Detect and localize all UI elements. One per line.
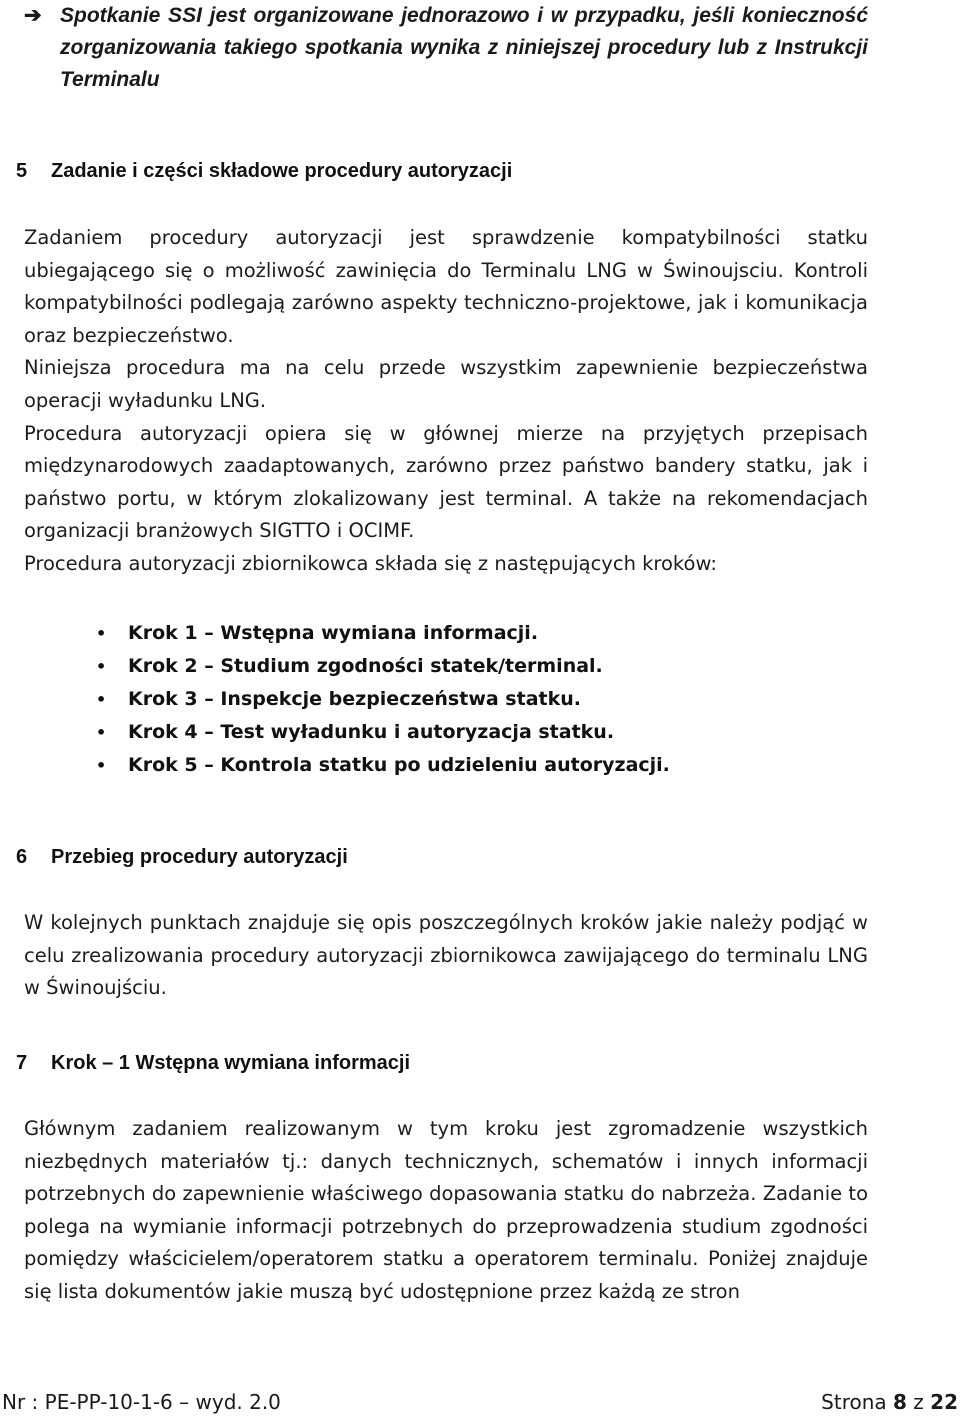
list-item: [0, 650, 670, 683]
step-text: Krok 5 – Kontrola statku po udzieleniu autoryzacji.: [128, 754, 670, 776]
page-current: 8: [893, 1390, 907, 1414]
paragraph: W kolejnych punktach znajduje się opis poszczególnych kroków jakie należy podjąć w celu zrealizowania procedury autoryzacji zbiornikowca zawijającego do terminalu LNG w Świnoujściu.: [24, 911, 868, 1000]
section-title: Zadanie i części składowe procedury autoryzacji: [51, 160, 513, 182]
paragraph: Procedura autoryzacji zbiornikowca składa się z następujących kroków:: [24, 551, 717, 575]
section-7-body: [24, 1113, 868, 1309]
section-number: 6: [16, 846, 28, 868]
page-of: z: [913, 1390, 924, 1414]
section-number: 7: [16, 1052, 28, 1074]
section-title: Krok – 1 Wstępna wymiana informacji: [51, 1052, 410, 1074]
arrow-icon: ➔: [24, 4, 42, 27]
intro-note: [24, 0, 868, 96]
list-item: [0, 716, 670, 749]
bullet-icon: •: [96, 690, 107, 709]
page-total: 22: [930, 1390, 958, 1414]
document-number: Nr : PE-PP-10-1-6 – wyd. 2.0: [2, 1390, 281, 1414]
paragraph: Niniejsza procedura ma na celu przede wszystkim zapewnienie bezpieczeństwa operacji wyładunku LNG.: [24, 356, 868, 412]
page-label: Strona: [821, 1390, 887, 1414]
paragraph: Zadaniem procedury autoryzacji jest sprawdzenie kompatybilności statku ubiegającego się o możliwość zawinięcia do Terminalu LNG w Świnoujsciu. Kontroli kompatybilności podlegają zarówno aspekty techniczno-projektowe, jak i komunikacja oraz bezpieczeństwo.: [24, 226, 868, 347]
section-5-body: [24, 222, 868, 581]
section-number: 5: [16, 160, 28, 182]
page-footer: [0, 1386, 960, 1418]
paragraph: Procedura autoryzacji opiera się w głównej mierze na przyjętych przepisach międzynarodowych zaadaptowanych, zarówno przez państwo bandery statku, jak i państwo portu, w którym zlokalizowany jest terminal. A także na rekomendacjach organizacji branżowych SIGTTO i OCIMF.: [24, 421, 868, 543]
section-6-heading: [16, 842, 348, 872]
step-text: Krok 1 – Wstępna wymiana informacji.: [128, 622, 539, 644]
section-title: Przebieg procedury autoryzacji: [51, 846, 348, 868]
steps-list: [0, 617, 670, 782]
list-item: [0, 683, 670, 716]
step-text: Krok 3 – Inspekcje bezpieczeństwa statku.: [128, 688, 581, 710]
page-counter: [821, 1386, 958, 1418]
bullet-icon: •: [96, 723, 107, 742]
section-6-body: [24, 907, 868, 1005]
intro-text: Spotkanie SSI jest organizowane jednorazowo i w przypadku, jeśli konieczność zorganizowania takiego spotkania wynika z niniejszej procedury lub z Instrukcji Terminalu: [60, 4, 868, 91]
step-text: Krok 2 – Studium zgodności statek/terminal.: [128, 655, 603, 677]
section-5-heading: [16, 156, 512, 186]
section-7-heading: [16, 1048, 410, 1078]
list-item: [0, 617, 670, 650]
bullet-icon: •: [96, 624, 107, 643]
bullet-icon: •: [96, 657, 107, 676]
list-item: [0, 749, 670, 782]
bullet-icon: •: [96, 756, 107, 775]
paragraph: Głównym zadaniem realizowanym w tym kroku jest zgromadzenie wszystkich niezbędnych materiałów tj.: danych technicznych, schematów i innych informacji potrzebnych do zapewnienie właściwego dopasowania statku do nabrzeża. Zadanie to polega na wymianie informacji potrzebnych do przeprowadzenia studium zgodności pomiędzy właścicielem/operatorem statku a operatorem terminalu. Poniżej znajduje się lista dokumentów jakie muszą być udostępnione przez każdą ze stron: [24, 1117, 868, 1303]
step-text: Krok 4 – Test wyładunku i autoryzacja statku.: [128, 721, 615, 743]
